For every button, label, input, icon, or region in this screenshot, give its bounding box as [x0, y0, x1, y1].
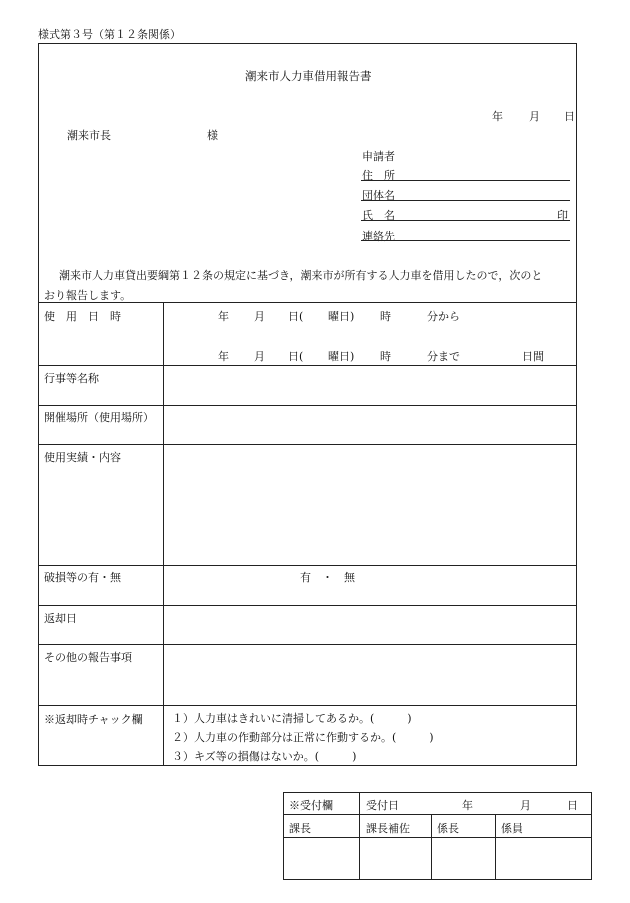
addressee-honorific: 様 [207, 129, 218, 142]
stamp-box-unit-chief[interactable] [432, 838, 494, 879]
received-day: 日 [567, 799, 578, 812]
end-day: 日( [288, 350, 304, 363]
applicant-address-label: 住 所 [362, 169, 395, 182]
date-month-label: 月 [529, 110, 540, 123]
end-hour: 時 [380, 350, 391, 363]
venue-field[interactable] [164, 406, 576, 443]
applicant-contact-field[interactable] [361, 240, 570, 241]
start-hour: 時 [380, 310, 391, 323]
received-year: 年 [462, 799, 473, 812]
usage-record-label: 使用実績・内容 [44, 451, 121, 464]
applicant-contact-label: 連絡先 [362, 230, 395, 243]
start-minute: 分から [427, 310, 460, 323]
body-text-line1: 潮来市人力車貸出要綱第１２条の規定に基づき，潮来市が所有する人力車を借用したので，次のと [59, 269, 543, 282]
start-month: 月 [254, 310, 265, 323]
stamp-box-section-chief[interactable] [284, 838, 358, 879]
date-day-label: 日 [564, 110, 575, 123]
seal-mark: 印 [557, 209, 568, 222]
body-text-line2: おり報告します。 [44, 289, 132, 302]
applicant-heading: 申請者 [362, 150, 395, 163]
check-item-damage[interactable]: ３）キズ等の損傷はないか。( ) [172, 750, 357, 763]
applicant-group-field[interactable] [361, 200, 570, 201]
applicant-address-field[interactable] [361, 180, 570, 181]
role-deputy-chief: 課長補佐 [366, 822, 410, 835]
form-number-label: 様式第３号（第１２条関係） [38, 28, 181, 41]
table-top-border [38, 302, 577, 303]
addressee-name: 潮来市長 [67, 129, 111, 142]
reception-row-divider [283, 814, 592, 815]
end-minute: 分まで [427, 350, 460, 363]
check-item-operation[interactable]: ２）人力車の作動部分は正常に作動するか。( ) [172, 731, 434, 744]
event-name-field[interactable] [164, 366, 576, 404]
reception-mark: ※受付欄 [289, 799, 333, 812]
return-check-label: ※返却時チャック欄 [44, 713, 143, 726]
end-weekday: 曜日) [328, 350, 355, 363]
date-year-label: 年 [492, 110, 503, 123]
damage-label: 破損等の有・無 [44, 571, 121, 584]
row-divider [38, 565, 577, 566]
stamp-box-deputy-chief[interactable] [360, 838, 430, 879]
start-weekday: 曜日) [328, 310, 355, 323]
damage-options[interactable]: 有 ・ 無 [300, 571, 355, 584]
received-month: 月 [520, 799, 531, 812]
form-title: 潮来市人力車借用報告書 [245, 69, 372, 83]
event-name-label: 行事等名称 [44, 372, 99, 385]
return-date-label: 返却日 [44, 612, 77, 625]
venue-label: 開催場所（使用場所） [44, 411, 154, 424]
end-month: 月 [254, 350, 265, 363]
return-date-field[interactable] [164, 606, 576, 643]
applicant-name-field[interactable] [361, 220, 570, 221]
applicant-name-label: 氏 名 [362, 209, 395, 222]
role-unit-chief: 係長 [437, 822, 459, 835]
role-staff: 係員 [501, 822, 523, 835]
check-item-cleaning[interactable]: １）人力車はきれいに清掃してあるか。( ) [172, 712, 412, 725]
usage-days: 日間 [522, 350, 544, 363]
row-divider [38, 705, 577, 706]
usage-datetime-label: 使 用 日 時 [44, 310, 121, 323]
other-report-field[interactable] [164, 645, 576, 704]
end-year: 年 [218, 350, 229, 363]
stamp-box-staff[interactable] [496, 838, 591, 879]
other-report-label: その他の報告事項 [44, 651, 132, 664]
start-day: 日( [288, 310, 304, 323]
role-section-chief: 課長 [289, 822, 311, 835]
applicant-group-label: 団体名 [362, 189, 395, 202]
usage-record-field[interactable] [164, 445, 576, 564]
received-date-label: 受付日 [366, 799, 399, 812]
start-year: 年 [218, 310, 229, 323]
